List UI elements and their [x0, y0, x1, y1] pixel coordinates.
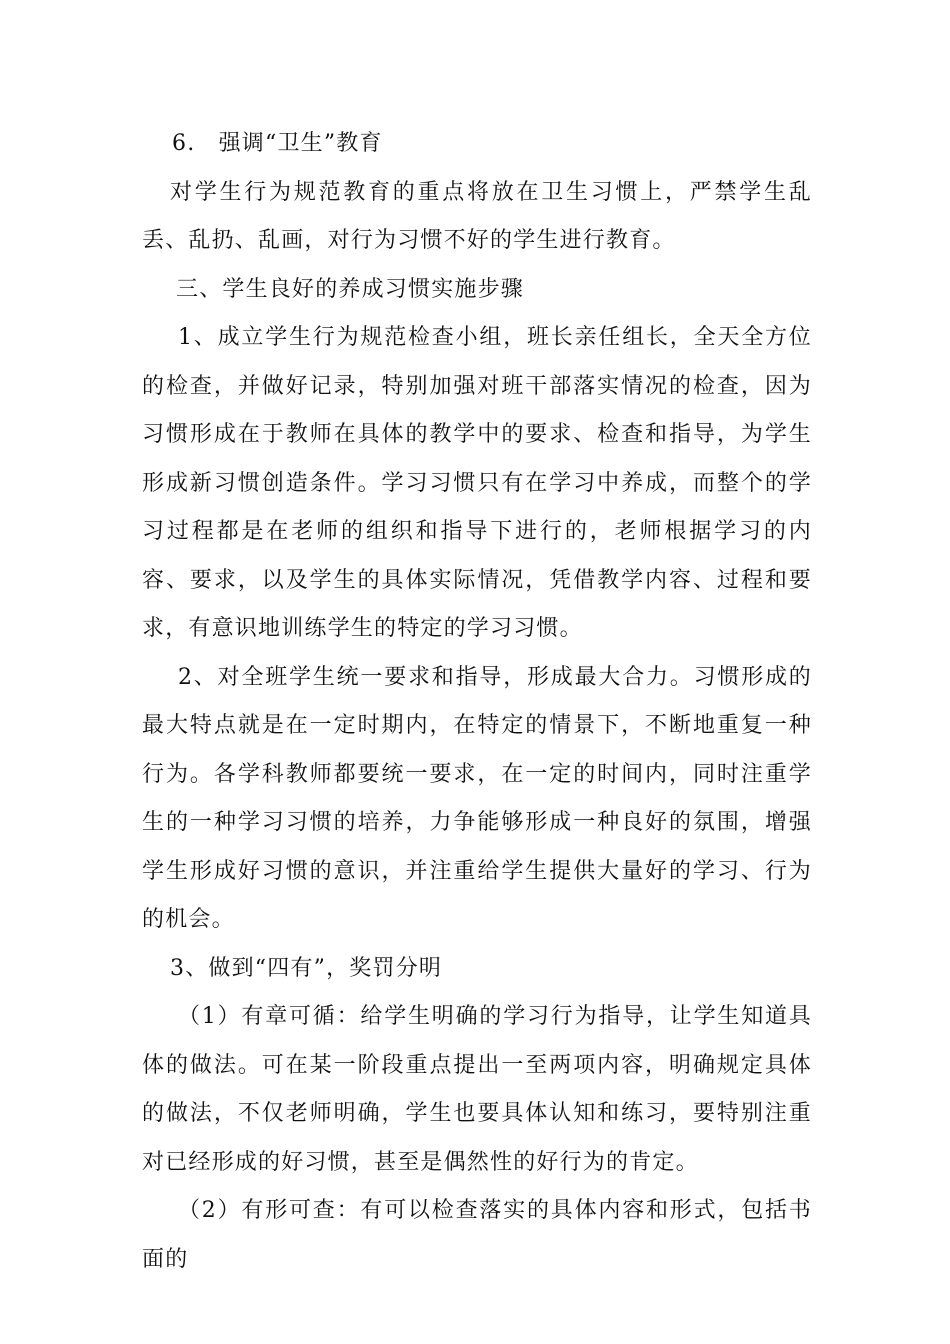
paragraph-step-1: 1、成立学生行为规范检查小组，班长亲任组长，全天全方位的检查，并做好记录，特别加强对班干部落实情况的检查，因为习惯形成在于教师在具体的教学中的要求、检查和指导，为学生形成新习惯创造条件。学习习惯只有在学习中养成，而整个的学习过程都是在老师的组织和指导下进行的，老师根据学习的内容、要求，以及学生的具体实际情况，凭借教学内容、过程和要求，有意识地训练学生的特定的学习习惯。	[142, 325, 812, 641]
paragraph-item-2: （2）有形可查：有可以检查落实的具体内容和形式，包括书面的	[142, 1198, 812, 1272]
subsection-heading-hygiene: 6. 强调“卫生”教育	[172, 131, 383, 156]
paragraph-item-1: （1）有章可循：给学生明确的学习行为指导，让学生知道具体的做法。可在某一阶段重点提出一至两项内容，明确规定具体的做法，不仅老师明确，学生也要具体认知和练习，要特别注重对已经形成的好习惯，甚至是偶然性的好行为的肯定。	[142, 1004, 812, 1175]
paragraph-step-2: 2、对全班学生统一要求和指导，形成最大合力。习惯形成的最大特点就是在一定时期内，在特定的情景下，不断地重复一种行为。各学科教师都要统一要求，在一定的时间内，同时注重学生的一种学习习惯的培养，力争能够形成一种良好的氛围，增强学生形成好习惯的意识，并注重给学生提供大量好的学习、行为的机会。	[142, 664, 812, 932]
section-heading-steps: 三、学生良好的养成习惯实施步骤	[176, 276, 525, 302]
paragraph-step-3-heading: 3、做到“四有”，奖罚分明	[170, 955, 443, 981]
document-body	[142, 120, 812, 1284]
paragraph-hygiene: 对学生行为规范教育的重点将放在卫生习惯上，严禁学生乱丢、乱扔、乱画，对行为习惯不好的学生进行教育。	[142, 179, 812, 253]
